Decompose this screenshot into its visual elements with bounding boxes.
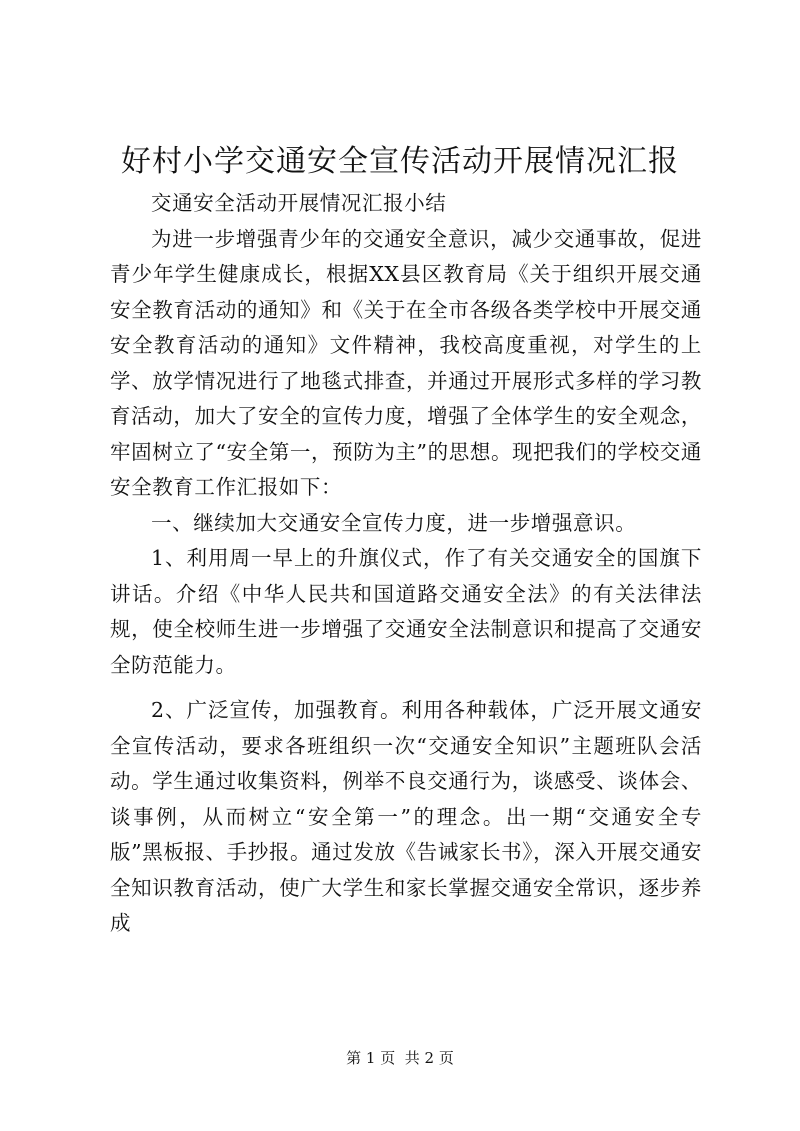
item-1-paragraph: 1、利用周一早上的升旗仪式，作了有关交通安全的国旗下讲话。介绍《中华人民共和国道路交通安全法》的有关法律法规，使全校师生进一步增强了交通安全法制意识和提高了交通安全防范能力。 bbox=[110, 546, 702, 677]
page-footer bbox=[0, 1048, 800, 1068]
subtitle-paragraph: 交通安全活动开展情况汇报小结 bbox=[151, 191, 447, 215]
document-body bbox=[110, 186, 702, 942]
document-title: 好村小学交通安全宣传活动开展情况汇报 bbox=[121, 144, 679, 179]
intro-paragraph: 为进一步增强青少年的交通安全意识，减少交通事故，促进青少年学生健康成长，根据XX县区教育局《关于组织开展交通安全教育活动的通知》和《关于在全市各级各类学校中开展交通安全教育活动的通知》文件精神，我校高度重视，对学生的上学、放学情况进行了地毯式排查，并通过开展形式多样的学习教育活动，加大了安全的宣传力度，增强了全体学生的安全观念，牢固树立了“安全第一，预防为主”的思想。现把我们的学校交通安全教育工作汇报如下： bbox=[110, 226, 702, 499]
section-heading-1: 一、继续加大交通安全宣传力度，进一步增强意识。 bbox=[151, 510, 637, 535]
page-total: 共 2 页 bbox=[404, 1049, 454, 1067]
page-number: 第 1 页 bbox=[346, 1049, 396, 1067]
item-2-paragraph: 2、广泛宣传，加强教育。利用各种载体，广泛开展文通安全宣传活动，要求各班组织一次“交通安全知识”主题班队会活动。学生通过收集资料，例举不良交通行为，谈感受、谈体会、谈事例，从而树立“安全第一”的理念。出一期“交通安全专版”黑板报、手抄报。通过发放《告诫家长书》，深入开展交通安全知识教育活动，使广大学生和家长掌握交通安全常识，逐步养成 bbox=[110, 698, 702, 935]
